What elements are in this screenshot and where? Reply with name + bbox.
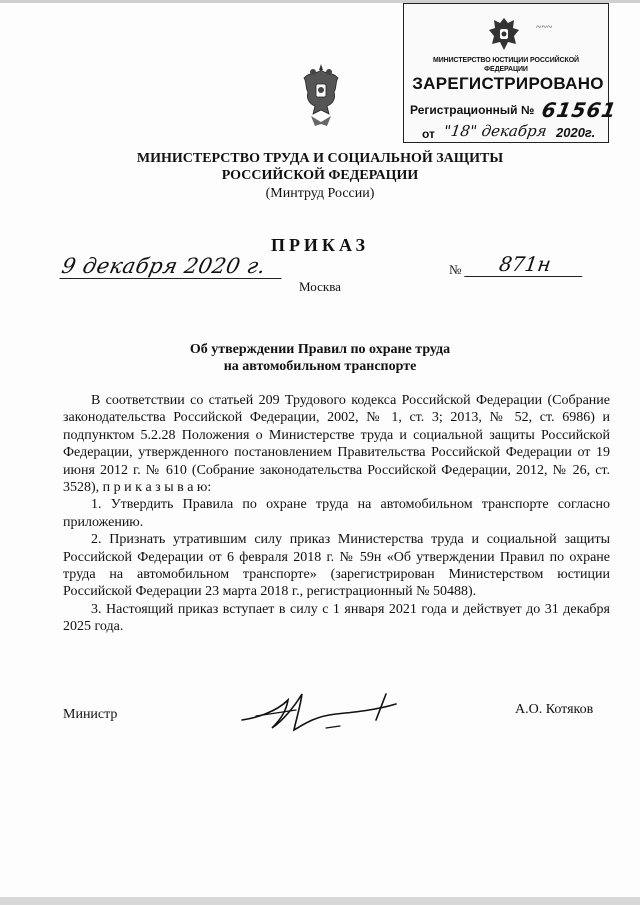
stamp-regnum-value: 61561 <box>539 98 619 122</box>
order-title: ПРИКАЗ <box>270 235 370 255</box>
preamble-paragraph: В соответствии со статьей 209 Трудового кодекса Российской Федерации (Собрание законодательства Российской Федерации, 2002, № 1, ст. 3; 2013, № 52, ст. 6986) и подпунктом 5.2.28 Положения о Министерстве труда и социальной защиты Российской Федерации, утвержденного постановлением Правительства Российской Федерации от 19 июня 2012 г. № 610 (Собрание законодательства Российской Федерации, 2012, № 26, ст. 3528), п р и к а з ы в а ю: <box>63 393 610 496</box>
stamp-registered: ЗАРЕГИСТРИРОВАНО <box>412 74 604 93</box>
stamp-from-label: от <box>422 127 435 141</box>
stamp-from-value: "18" декабря <box>442 122 548 140</box>
ministry-title-line2: РОССИЙСКОЙ ФЕДЕРАЦИИ <box>221 168 419 183</box>
order-subject-line1: Об утверждении Правил по охране труда <box>189 342 451 357</box>
handwritten-signature-icon <box>236 690 404 736</box>
registration-stamp <box>403 3 619 143</box>
stamp-from-year: 2020г. <box>556 125 596 140</box>
order-number: 871н <box>464 252 586 277</box>
item-2-paragraph: 2. Признать утратившим силу приказ Министерства труда и социальной защиты Российской Федерации от 6 февраля 2018 г. № 59н «Об утверждении Правил по охране труда на автомобильном транспорте» (зарегистрирован Министерством юстиции Российской Федерации 23 марта 2018 г., регистрационный № 50488). <box>63 532 610 600</box>
order-number-label: № <box>449 262 462 277</box>
ministry-short-name: (Минтруд России) <box>265 186 375 201</box>
stamp-ministry: МИНИСТЕРСТВО ЮСТИЦИИ РОССИЙСКОЙ ФЕДЕРАЦИИ <box>433 55 579 73</box>
signer-title: Министр <box>63 707 118 722</box>
stamp-regnum-label: Регистрационный № <box>410 103 535 117</box>
coat-of-arms-icon <box>299 62 343 130</box>
ministry-title-line1: МИНИСТЕРСТВО ТРУДА И СОЦИАЛЬНОЙ ЗАЩИТЫ <box>136 151 504 166</box>
order-body <box>63 392 610 636</box>
order-city: Москва <box>299 279 341 294</box>
item-3-paragraph: 3. Настоящий приказ вступает в силу с 1 января 2021 года и действует до 31 декабря 2025 года. <box>63 601 610 635</box>
stamp-eagle-icon <box>486 14 522 54</box>
order-date: 9 декабря 2020 г. <box>59 254 286 279</box>
stamp-scan-mark: ~~~ <box>536 22 553 33</box>
signer-name: А.О. Котяков <box>515 702 594 717</box>
order-subject-line2: на автомобильном транспорте <box>223 359 417 374</box>
item-1-paragraph: 1. Утвердить Правила по охране труда на автомобильном транспорте согласно приложению. <box>63 497 610 530</box>
order-subject <box>100 341 540 375</box>
ministry-title <box>80 150 560 184</box>
scan-edge-bottom <box>0 897 640 905</box>
